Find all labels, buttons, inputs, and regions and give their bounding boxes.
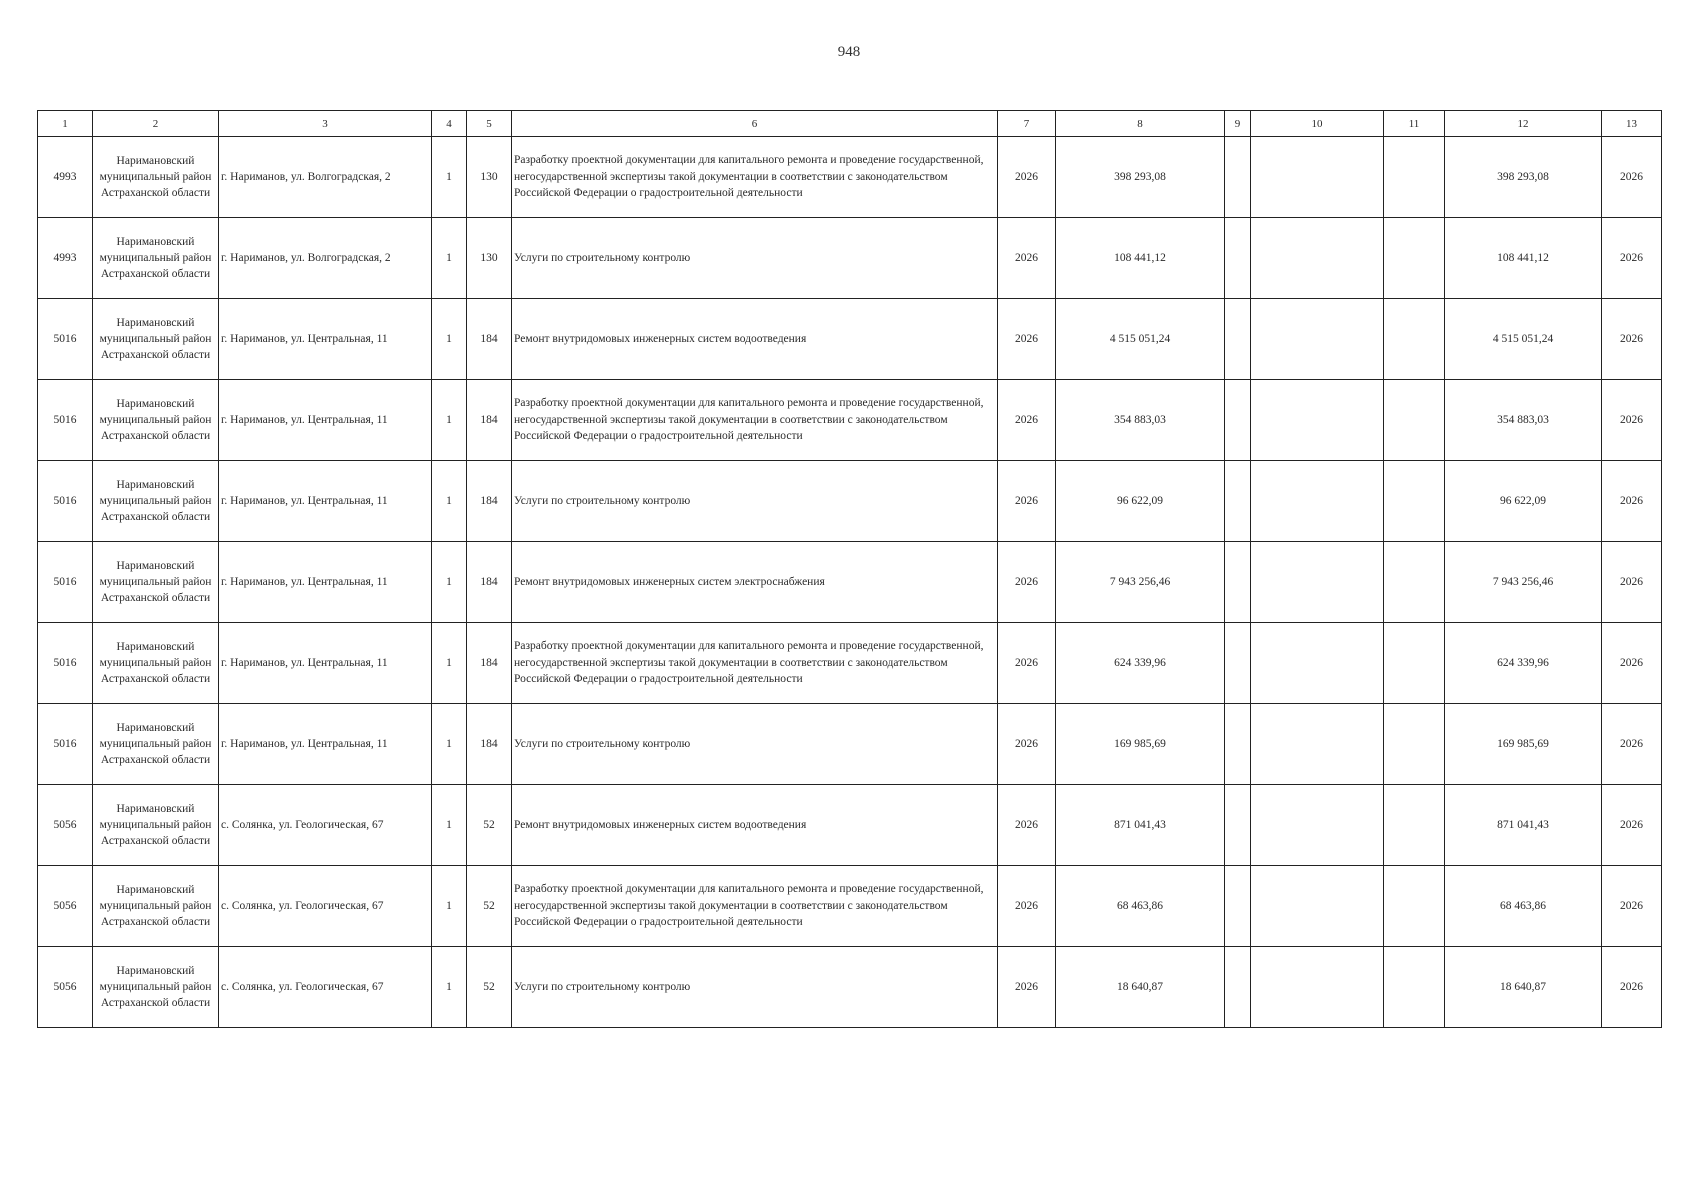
- cell-col10: [1251, 137, 1384, 218]
- cell-col12: 169 985,69: [1445, 704, 1602, 785]
- cell-id: 5056: [38, 866, 93, 947]
- cell-address: г. Нариманов, ул. Центральная, 11: [219, 704, 432, 785]
- cell-cost-total: 18 640,87: [1056, 947, 1225, 1028]
- cell-col11: [1384, 461, 1445, 542]
- cell-col4: 1: [432, 623, 467, 704]
- cell-col5: 184: [467, 380, 512, 461]
- cell-cost-total: 398 293,08: [1056, 137, 1225, 218]
- cell-col11: [1384, 137, 1445, 218]
- cell-col13: 2026: [1602, 704, 1662, 785]
- cell-col11: [1384, 785, 1445, 866]
- cell-municipality: Наримановский муниципальный район Астраханской области: [93, 218, 219, 299]
- cell-id: 5016: [38, 704, 93, 785]
- cell-col11: [1384, 218, 1445, 299]
- cell-col4: 1: [432, 461, 467, 542]
- cell-year: 2026: [998, 623, 1056, 704]
- cell-cost-total: 871 041,43: [1056, 785, 1225, 866]
- cell-work-type: Разработку проектной документации для капитального ремонта и проведение государственной, негосударственной экспертизы такой документации в соответствии с законодательством Российской Федерации о градостроительной деятельности: [512, 380, 998, 461]
- cell-address: с. Солянка, ул. Геологическая, 67: [219, 866, 432, 947]
- cell-municipality: Наримановский муниципальный район Астраханской области: [93, 137, 219, 218]
- cell-col11: [1384, 299, 1445, 380]
- cell-year: 2026: [998, 542, 1056, 623]
- cell-col4: 1: [432, 947, 467, 1028]
- column-header-12: 12: [1445, 111, 1602, 137]
- column-header-3: 3: [219, 111, 432, 137]
- cell-year: 2026: [998, 380, 1056, 461]
- cell-address: г. Нариманов, ул. Волгоградская, 2: [219, 218, 432, 299]
- column-header-4: 4: [432, 111, 467, 137]
- cell-col5: 184: [467, 461, 512, 542]
- cell-col9: [1225, 461, 1251, 542]
- cell-work-type: Услуги по строительному контролю: [512, 704, 998, 785]
- cell-col10: [1251, 218, 1384, 299]
- cell-col12: 624 339,96: [1445, 623, 1602, 704]
- cell-id: 4993: [38, 137, 93, 218]
- cell-cost-total: 7 943 256,46: [1056, 542, 1225, 623]
- cell-year: 2026: [998, 704, 1056, 785]
- cell-col11: [1384, 866, 1445, 947]
- cell-work-type: Услуги по строительному контролю: [512, 218, 998, 299]
- cell-col9: [1225, 623, 1251, 704]
- cell-col4: 1: [432, 785, 467, 866]
- table-row: [38, 542, 1662, 623]
- header-row: [38, 111, 1662, 137]
- cell-col9: [1225, 704, 1251, 785]
- cell-col10: [1251, 866, 1384, 947]
- cell-col12: 871 041,43: [1445, 785, 1602, 866]
- cell-cost-total: 108 441,12: [1056, 218, 1225, 299]
- cell-col9: [1225, 866, 1251, 947]
- cell-col5: 184: [467, 299, 512, 380]
- cell-col5: 52: [467, 947, 512, 1028]
- cell-year: 2026: [998, 785, 1056, 866]
- cell-municipality: Наримановский муниципальный район Астраханской области: [93, 542, 219, 623]
- cell-col5: 184: [467, 704, 512, 785]
- cell-id: 5016: [38, 542, 93, 623]
- cell-col5: 52: [467, 785, 512, 866]
- cell-id: 5016: [38, 299, 93, 380]
- table-row: [38, 461, 1662, 542]
- cell-municipality: Наримановский муниципальный район Астраханской области: [93, 461, 219, 542]
- capital-repair-table: [37, 110, 1662, 1028]
- cell-address: г. Нариманов, ул. Центральная, 11: [219, 380, 432, 461]
- cell-address: г. Нариманов, ул. Волгоградская, 2: [219, 137, 432, 218]
- cell-col12: 354 883,03: [1445, 380, 1602, 461]
- cell-work-type: Ремонт внутридомовых инженерных систем водоотведения: [512, 299, 998, 380]
- cell-municipality: Наримановский муниципальный район Астраханской области: [93, 866, 219, 947]
- cell-col4: 1: [432, 866, 467, 947]
- cell-col13: 2026: [1602, 866, 1662, 947]
- cell-address: г. Нариманов, ул. Центральная, 11: [219, 461, 432, 542]
- table-row: [38, 704, 1662, 785]
- cell-col13: 2026: [1602, 542, 1662, 623]
- cell-year: 2026: [998, 866, 1056, 947]
- column-header-2: 2: [93, 111, 219, 137]
- cell-year: 2026: [998, 218, 1056, 299]
- column-header-5: 5: [467, 111, 512, 137]
- cell-work-type: Ремонт внутридомовых инженерных систем водоотведения: [512, 785, 998, 866]
- cell-id: 5056: [38, 947, 93, 1028]
- cell-col10: [1251, 623, 1384, 704]
- cell-cost-total: 4 515 051,24: [1056, 299, 1225, 380]
- cell-col12: 7 943 256,46: [1445, 542, 1602, 623]
- cell-col13: 2026: [1602, 461, 1662, 542]
- cell-work-type: Разработку проектной документации для капитального ремонта и проведение государственной, негосударственной экспертизы такой документации в соответствии с законодательством Российской Федерации о градостроительной деятельности: [512, 623, 998, 704]
- cell-id: 5056: [38, 785, 93, 866]
- cell-address: с. Солянка, ул. Геологическая, 67: [219, 947, 432, 1028]
- cell-cost-total: 96 622,09: [1056, 461, 1225, 542]
- cell-col4: 1: [432, 542, 467, 623]
- table-body: [38, 137, 1662, 1028]
- cell-col10: [1251, 542, 1384, 623]
- cell-col4: 1: [432, 218, 467, 299]
- cell-col9: [1225, 380, 1251, 461]
- cell-col9: [1225, 947, 1251, 1028]
- cell-col5: 184: [467, 623, 512, 704]
- column-header-7: 7: [998, 111, 1056, 137]
- table-row: [38, 947, 1662, 1028]
- cell-id: 5016: [38, 623, 93, 704]
- cell-cost-total: 624 339,96: [1056, 623, 1225, 704]
- cell-col10: [1251, 461, 1384, 542]
- cell-col12: 68 463,86: [1445, 866, 1602, 947]
- table-row: [38, 380, 1662, 461]
- cell-work-type: Разработку проектной документации для капитального ремонта и проведение государственной, негосударственной экспертизы такой документации в соответствии с законодательством Российской Федерации о градостроительной деятельности: [512, 866, 998, 947]
- cell-col13: 2026: [1602, 137, 1662, 218]
- cell-municipality: Наримановский муниципальный район Астраханской области: [93, 380, 219, 461]
- cell-address: г. Нариманов, ул. Центральная, 11: [219, 542, 432, 623]
- cell-col5: 130: [467, 137, 512, 218]
- cell-col12: 398 293,08: [1445, 137, 1602, 218]
- table-row: [38, 785, 1662, 866]
- cell-work-type: Услуги по строительному контролю: [512, 947, 998, 1028]
- cell-col5: 130: [467, 218, 512, 299]
- cell-id: 5016: [38, 380, 93, 461]
- cell-col12: 96 622,09: [1445, 461, 1602, 542]
- cell-col13: 2026: [1602, 299, 1662, 380]
- cell-col10: [1251, 299, 1384, 380]
- cell-col11: [1384, 704, 1445, 785]
- cell-col13: 2026: [1602, 947, 1662, 1028]
- cell-col13: 2026: [1602, 785, 1662, 866]
- cell-col11: [1384, 623, 1445, 704]
- cell-col4: 1: [432, 137, 467, 218]
- table-row: [38, 866, 1662, 947]
- cell-col9: [1225, 785, 1251, 866]
- cell-municipality: Наримановский муниципальный район Астраханской области: [93, 704, 219, 785]
- cell-col9: [1225, 299, 1251, 380]
- cell-col9: [1225, 542, 1251, 623]
- cell-cost-total: 68 463,86: [1056, 866, 1225, 947]
- column-header-6: 6: [512, 111, 998, 137]
- cell-col11: [1384, 947, 1445, 1028]
- cell-col5: 184: [467, 542, 512, 623]
- cell-year: 2026: [998, 299, 1056, 380]
- cell-id: 4993: [38, 218, 93, 299]
- cell-id: 5016: [38, 461, 93, 542]
- cell-work-type: Разработку проектной документации для капитального ремонта и проведение государственной, негосударственной экспертизы такой документации в соответствии с законодательством Российской Федерации о градостроительной деятельности: [512, 137, 998, 218]
- column-header-11: 11: [1384, 111, 1445, 137]
- cell-year: 2026: [998, 947, 1056, 1028]
- cell-municipality: Наримановский муниципальный район Астраханской области: [93, 785, 219, 866]
- column-header-13: 13: [1602, 111, 1662, 137]
- cell-work-type: Услуги по строительному контролю: [512, 461, 998, 542]
- cell-municipality: Наримановский муниципальный район Астраханской области: [93, 947, 219, 1028]
- cell-col11: [1384, 542, 1445, 623]
- cell-col4: 1: [432, 704, 467, 785]
- cell-col10: [1251, 785, 1384, 866]
- cell-col11: [1384, 380, 1445, 461]
- cell-col12: 18 640,87: [1445, 947, 1602, 1028]
- cell-year: 2026: [998, 461, 1056, 542]
- cell-col5: 52: [467, 866, 512, 947]
- table-row: [38, 137, 1662, 218]
- cell-municipality: Наримановский муниципальный район Астраханской области: [93, 299, 219, 380]
- cell-col10: [1251, 380, 1384, 461]
- page-number: 948: [837, 44, 861, 60]
- table-row: [38, 623, 1662, 704]
- cell-col12: 4 515 051,24: [1445, 299, 1602, 380]
- cell-col13: 2026: [1602, 218, 1662, 299]
- cell-work-type: Ремонт внутридомовых инженерных систем электроснабжения: [512, 542, 998, 623]
- column-header-8: 8: [1056, 111, 1225, 137]
- cell-address: г. Нариманов, ул. Центральная, 11: [219, 623, 432, 704]
- cell-cost-total: 354 883,03: [1056, 380, 1225, 461]
- column-header-1: 1: [38, 111, 93, 137]
- cell-municipality: Наримановский муниципальный район Астраханской области: [93, 623, 219, 704]
- cell-col4: 1: [432, 380, 467, 461]
- column-header-9: 9: [1225, 111, 1251, 137]
- cell-address: с. Солянка, ул. Геологическая, 67: [219, 785, 432, 866]
- cell-col9: [1225, 218, 1251, 299]
- column-header-10: 10: [1251, 111, 1384, 137]
- cell-cost-total: 169 985,69: [1056, 704, 1225, 785]
- cell-col10: [1251, 704, 1384, 785]
- cell-col4: 1: [432, 299, 467, 380]
- table-row: [38, 299, 1662, 380]
- cell-col13: 2026: [1602, 623, 1662, 704]
- cell-col10: [1251, 947, 1384, 1028]
- table-row: [38, 218, 1662, 299]
- cell-col9: [1225, 137, 1251, 218]
- cell-address: г. Нариманов, ул. Центральная, 11: [219, 299, 432, 380]
- cell-col12: 108 441,12: [1445, 218, 1602, 299]
- cell-year: 2026: [998, 137, 1056, 218]
- cell-col13: 2026: [1602, 380, 1662, 461]
